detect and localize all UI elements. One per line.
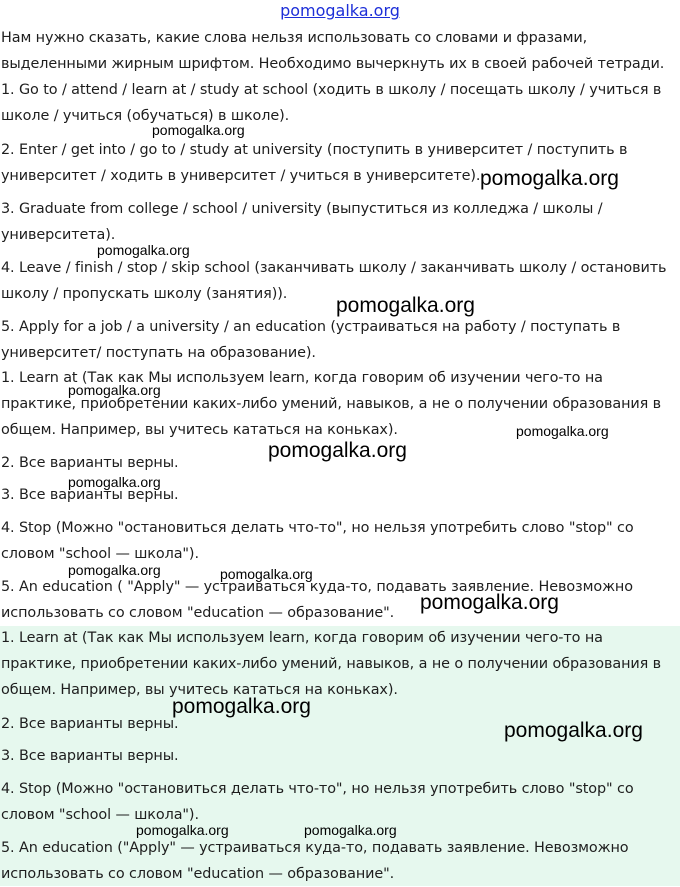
watermark: pomogalka.org xyxy=(97,242,190,258)
answer-3: 3. Все варианты верны. xyxy=(1,487,179,503)
watermark: pomogalka.org xyxy=(268,439,407,462)
answer-4: 4. Stop (Можно "остановиться делать что-то", но нельзя употребить слово "stop" со словом "school — школа"). xyxy=(1,520,634,562)
watermark: pomogalka.org xyxy=(68,382,161,398)
site-link[interactable]: pomogalka.org xyxy=(280,1,400,20)
answer-2: 2. Все варианты верны. xyxy=(1,455,179,471)
answer-5: 5. An education ( "Apply" — устраиваться куда-то, подавать заявление. Невозможно использовать со словом "education — образование". xyxy=(1,579,633,621)
watermark: pomogalka.org xyxy=(516,423,609,439)
watermark: pomogalka.org xyxy=(336,294,475,317)
question-2: 2. Enter / get into / go to / study at university (поступить в университет / поступить в университет / ходить в университет / учиться в университете). xyxy=(1,142,628,184)
watermark: pomogalka.org xyxy=(152,122,245,138)
box-answer-2: 2. Все варианты верны. xyxy=(1,716,179,732)
intro-text: Нам нужно сказать, какие слова нельзя использовать со словами и фразами, выделенными жирным шрифтом. Необходимо вычеркнуть их в своей рабочей тетради. xyxy=(1,30,665,72)
box-answer-3: 3. Все варианты верны. xyxy=(1,748,179,764)
question-5: 5. Apply for a job / a university / an education (устраиваться на работу / поступать в университет/ поступать на образование). xyxy=(1,319,621,361)
box-answer-4: 4. Stop (Можно "остановиться делать что-то", но нельзя употребить слово "stop" со словом "school — школа"). xyxy=(1,781,634,823)
watermark: pomogalka.org xyxy=(304,822,397,838)
question-3: 3. Graduate from college / school / university (выпуститься из колледжа / школы / университета). xyxy=(1,201,603,243)
box-answer-1: 1. Learn at (Так как Мы используем learn, когда говорим об изучении чего-то на практике, приобретении каких-либо умений, навыков, а не о получении образования в общем. Например, вы учитесь кататься на коньках). xyxy=(1,630,662,698)
answer-1: 1. Learn at (Так как Мы используем learn, когда говорим об изучении чего-то на практике, приобретении каких-либо умений, навыков, а не о получении образования в общем. Например, вы учитесь кататься на коньках). xyxy=(1,370,662,438)
question-1: 1. Go to / attend / learn at / study at school (ходить в школу / посещать школу / учиться в школе / учиться (обучаться) в школе). xyxy=(1,82,662,124)
watermark: pomogalka.org xyxy=(136,822,229,838)
watermark: pomogalka.org xyxy=(68,562,161,578)
watermark: pomogalka.org xyxy=(220,566,313,582)
watermark: pomogalka.org xyxy=(480,167,619,190)
watermark: pomogalka.org xyxy=(172,695,311,718)
watermark: pomogalka.org xyxy=(68,474,161,490)
box-answer-5: 5. An education ("Apply" — устраиваться куда-то, подавать заявление. Невозможно использовать со словом "education — образование". xyxy=(1,840,629,882)
question-4: 4. Leave / finish / stop / skip school (заканчивать школу / заканчивать школу / остановить школу / пропускать школу (занятия)). xyxy=(1,260,667,302)
watermark: pomogalka.org xyxy=(420,591,559,614)
watermark: pomogalka.org xyxy=(504,719,643,742)
